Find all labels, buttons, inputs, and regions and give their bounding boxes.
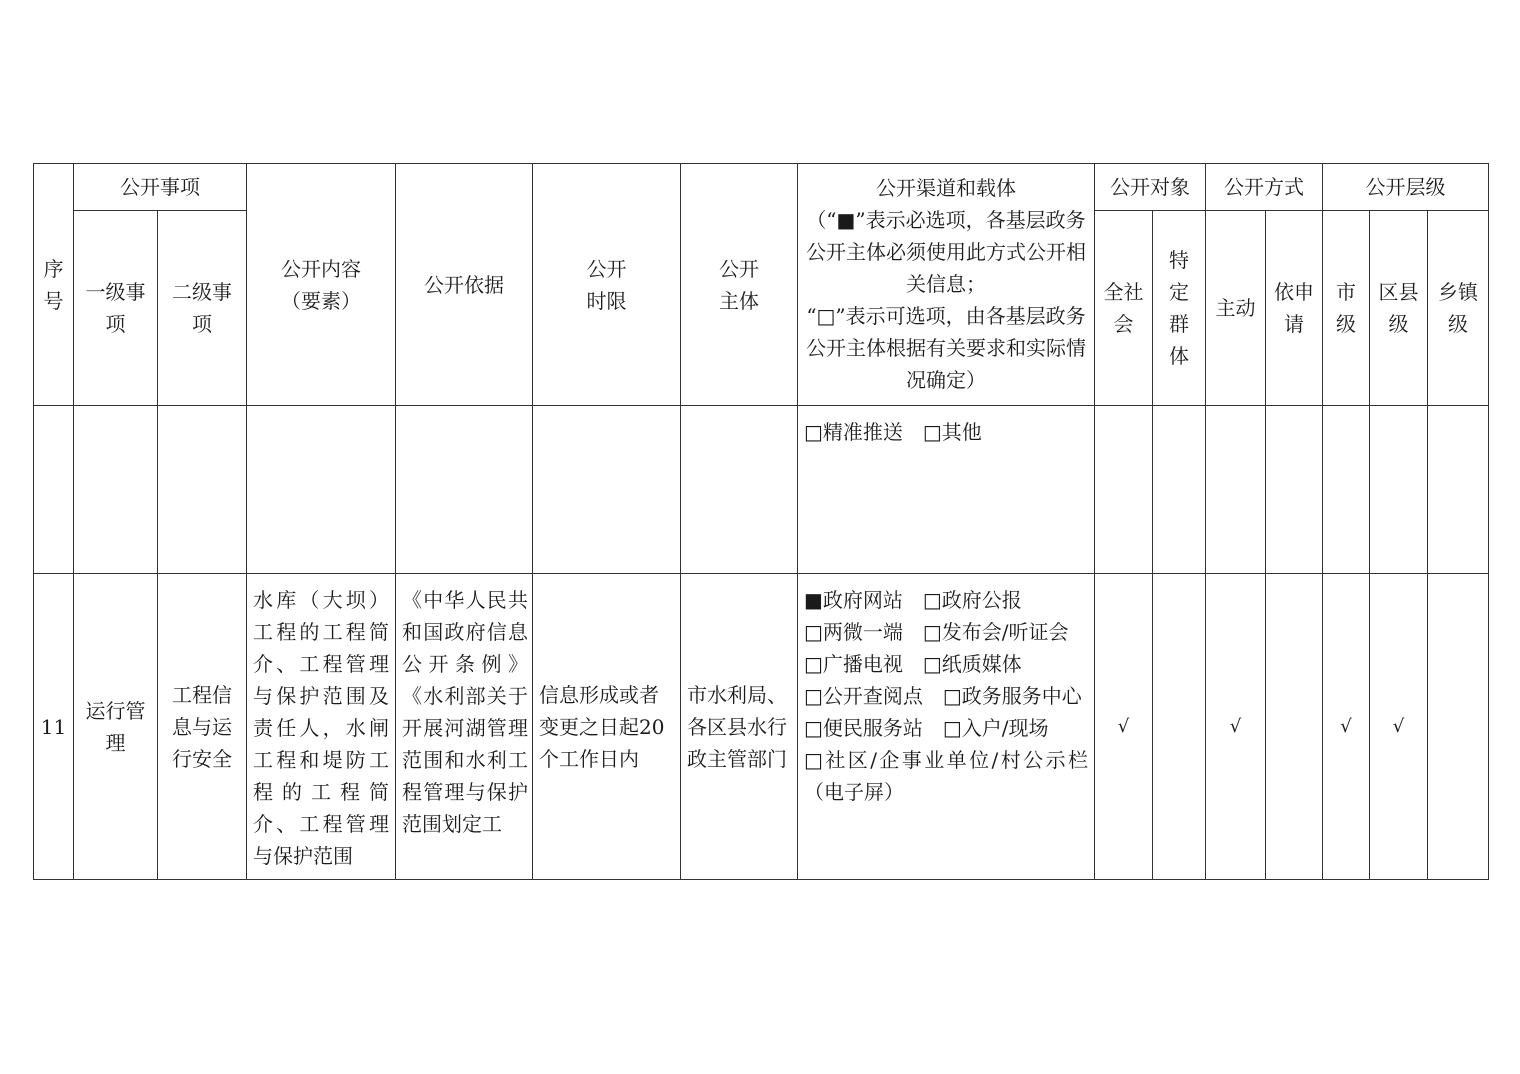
header-channels xyxy=(798,164,1095,406)
header-method-group: 公开方式 xyxy=(1206,164,1323,211)
header-level-county: 区县级 xyxy=(1370,211,1428,406)
header-target-group: 公开对象 xyxy=(1095,164,1206,211)
header-items-group: 公开事项 xyxy=(74,164,247,211)
row-method-request xyxy=(1266,574,1323,880)
header-seq: 序号 xyxy=(34,164,74,406)
row-method-request xyxy=(1266,406,1323,574)
channel-line: □公开查阅点 □政务服务中心 xyxy=(804,684,1082,708)
channel-line: □广播电视 □纸质媒体 xyxy=(804,652,1022,676)
row-target-specific xyxy=(1153,574,1206,880)
header-level2: 二级事项 xyxy=(158,211,247,406)
table-row xyxy=(34,406,1489,574)
row-method-active xyxy=(1206,406,1266,574)
row-level-town xyxy=(1428,406,1489,574)
header-channels-title: 公开渠道和载体 xyxy=(876,176,1016,200)
header-level-city: 市级 xyxy=(1323,211,1370,406)
row-level1: 运行管理 xyxy=(74,574,158,880)
header-time-limit: 公开时限 xyxy=(533,164,681,406)
row-time-limit xyxy=(533,406,681,574)
row-level-county: √ xyxy=(1370,574,1428,880)
row-target-specific xyxy=(1153,406,1206,574)
header-channels-note-required: （“■”表示必选项，各基层政务公开主体必须使用此方式公开相关信息； xyxy=(806,208,1086,296)
channel-line: ■政府网站 □政府公报 xyxy=(804,588,1022,612)
row-target-all xyxy=(1095,406,1153,574)
channel-line: □社区/企事业单位/村公示栏（电子屏） xyxy=(804,748,1088,804)
row-level-city xyxy=(1323,406,1370,574)
row-level2 xyxy=(158,406,247,574)
row-channels xyxy=(798,406,1095,574)
header-method-active: 主动 xyxy=(1206,211,1266,406)
header-row-1 xyxy=(34,164,1489,211)
channel-line: □两微一端 □发布会/听证会 xyxy=(804,620,1069,644)
row-basis: 《中华人民共和国政府信息公开条例》《水利部关于开展河湖管理范围和水利工程管理与保护范围划定工 xyxy=(396,574,533,880)
row-time-limit: 信息形成或者变更之日起20个工作日内 xyxy=(533,574,681,880)
row-target-all: √ xyxy=(1095,574,1153,880)
row-content: 水库（大坝）工程的工程简介、工程管理与保护范围及责任人，水闸工程和堤防工程的工程简介、工程管理与保护范围 xyxy=(247,574,396,880)
channel-line: □便民服务站 □入户/现场 xyxy=(804,716,1049,740)
header-target-all: 全社会 xyxy=(1095,211,1153,406)
row-channels xyxy=(798,574,1095,880)
header-basis: 公开依据 xyxy=(396,164,533,406)
table-row xyxy=(34,574,1489,880)
row-subject: 市水利局、各区县水行政主管部门 xyxy=(681,574,798,880)
row-basis xyxy=(396,406,533,574)
header-content: 公开内容（要素） xyxy=(247,164,396,406)
row-level-county xyxy=(1370,406,1428,574)
header-level-group: 公开层级 xyxy=(1323,164,1489,211)
disclosure-table xyxy=(33,163,1489,880)
row-seq xyxy=(34,406,74,574)
channel-line: □精准推送 □其他 xyxy=(804,420,982,444)
header-target-specific: 特定群体 xyxy=(1153,211,1206,406)
row-level1 xyxy=(74,406,158,574)
header-channels-note-optional: “□”表示可选项，由各基层政务公开主体根据有关要求和实际情况确定） xyxy=(806,304,1086,392)
row-level2: 工程信息与运行安全 xyxy=(158,574,247,880)
row-method-active: √ xyxy=(1206,574,1266,880)
header-method-request: 依申请 xyxy=(1266,211,1323,406)
row-seq: 11 xyxy=(34,574,74,880)
header-level1: 一级事项 xyxy=(74,211,158,406)
row-level-city: √ xyxy=(1323,574,1370,880)
header-subject: 公开主体 xyxy=(681,164,798,406)
row-level-town xyxy=(1428,574,1489,880)
header-level-town: 乡镇级 xyxy=(1428,211,1489,406)
row-subject xyxy=(681,406,798,574)
row-content xyxy=(247,406,396,574)
